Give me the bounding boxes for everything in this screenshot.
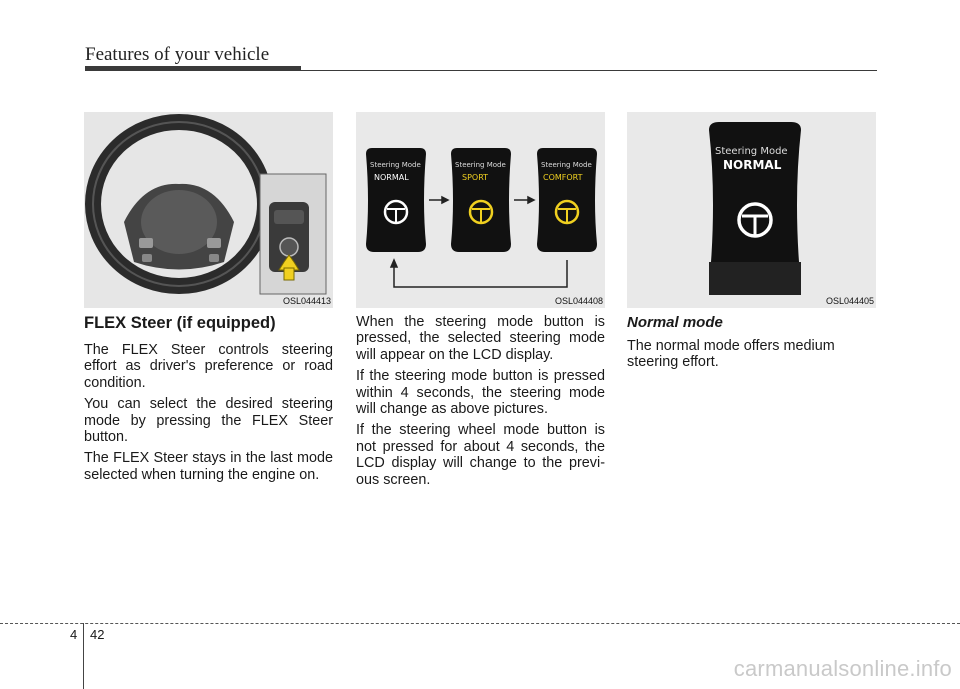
paragraph: The FLEX Steer controls steering effort as driver's preference or road condition. [84, 342, 333, 391]
figure-code: OSL044405 [825, 296, 874, 306]
figure-code: OSL044413 [282, 296, 331, 306]
lcd-panel-sport [451, 148, 511, 252]
mode-sequence-illustration [356, 112, 605, 308]
watermark: carmanualsonline.info [733, 656, 952, 681]
figure-code: OSL044408 [554, 296, 603, 306]
paragraph: If the steering mode button is pressed within 4 seconds, the steering mode will change as above pictures. [356, 368, 605, 418]
paragraph: When the steering mode button is pressed, the selected steering mode will appear on the LCD display. [356, 314, 605, 363]
header-bar [85, 66, 301, 71]
paragraph: The normal mode offers medium steering effort. [627, 338, 835, 371]
figure-mode-sequence [356, 112, 605, 308]
panel-mode-comfort: COMFORT [543, 173, 583, 182]
paragraph: The FLEX Steer stays in the last mode selected when turning the engine on. [84, 450, 333, 483]
panel-mode-sport: SPORT [462, 173, 489, 182]
column-normal-mode [627, 314, 876, 376]
column-flex-steer [84, 314, 333, 488]
section-heading: FLEX Steer (if equipped) [84, 314, 276, 332]
footer-vertical-rule [83, 623, 84, 689]
lcd-panel-comfort [537, 148, 597, 252]
chapter-number: 4 [70, 627, 78, 642]
display-mode: NORMAL [723, 158, 782, 172]
panel-title: Steering Mode [370, 161, 421, 169]
figure-normal-display [627, 112, 876, 308]
page-number: 42 [90, 627, 105, 642]
header-rule [301, 70, 877, 71]
steering-wheel-illustration [84, 112, 333, 308]
display-title: Steering Mode [715, 146, 788, 157]
panel-title: Steering Mode [455, 161, 506, 169]
page-header-title: Features of your vehicle [85, 44, 270, 65]
paragraph: You can select the desired steering mode by pressing the FLEX Steer button. [84, 396, 333, 446]
subsection-heading: Normal mode [627, 314, 723, 331]
normal-display-illustration [627, 112, 876, 308]
panel-mode-normal: NORMAL [374, 173, 409, 182]
footer-dashed-rule [0, 623, 960, 624]
figure-steering-wheel [84, 112, 333, 308]
paragraph: If the steering wheel mode button is not pressed for about 4 seconds, the LCD display will change to the previ-ous screen. [356, 422, 605, 488]
lcd-panel-normal [366, 148, 426, 252]
column-mode-change [356, 314, 605, 493]
panel-title: Steering Mode [541, 161, 592, 169]
